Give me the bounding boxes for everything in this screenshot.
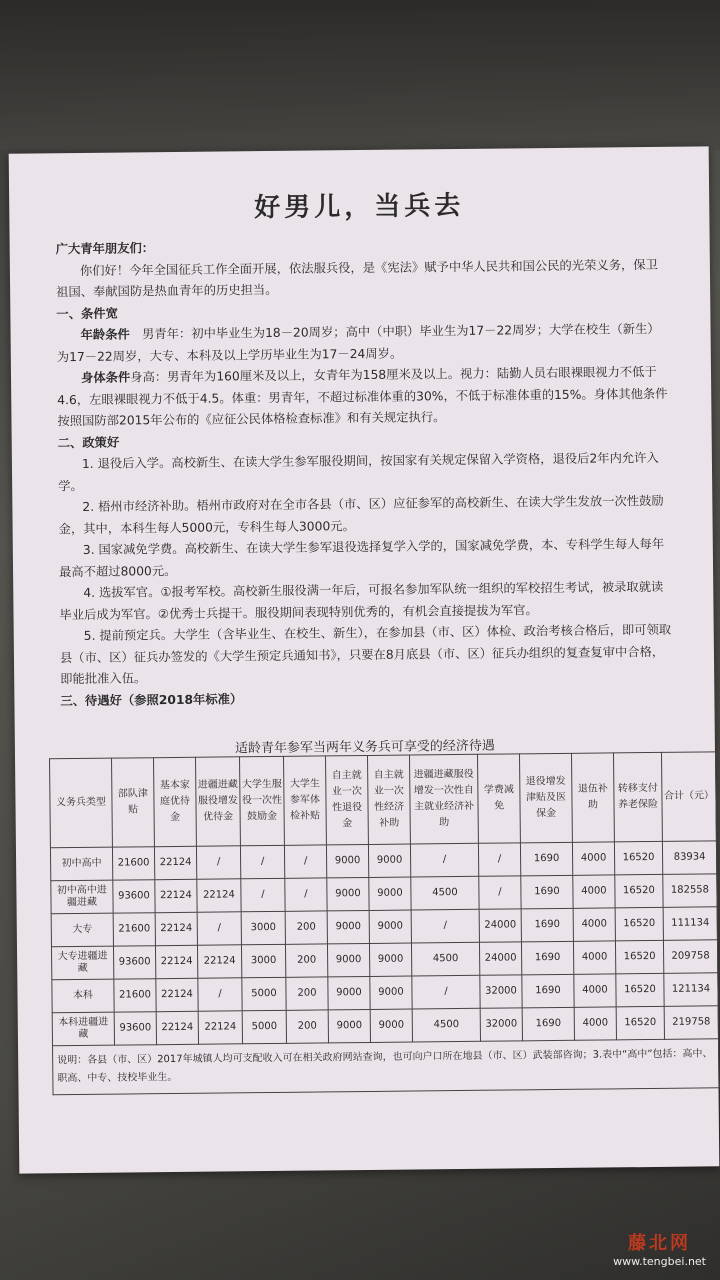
site-watermark: [613, 1229, 706, 1268]
table-cell: 22124: [155, 879, 197, 912]
salutation: 广大青年朋友们：: [55, 241, 155, 257]
column-header: 自主就业一次性退役金: [326, 755, 369, 844]
column-header: 合计（元）: [661, 752, 716, 842]
table-cell: /: [478, 843, 520, 876]
table-cell: 22124: [155, 945, 197, 978]
column-header: 进疆进藏服役增发一次性自主就业经济补助: [409, 754, 478, 844]
table-cell: /: [412, 975, 480, 1009]
policy-item: 2. 梧州市经济补助。梧州市政府对在全市各县（市、区）应征参军的高校新生、在读大学生发放一次性鼓励金，其中，本科生每人5000元，专科生每人3000元。: [58, 493, 664, 536]
table-cell: 22124: [154, 846, 196, 879]
body-condition: [57, 362, 672, 433]
age-text: 男青年：初中毕业生为18－20周岁；高中（中职）毕业生为17－22周岁；大学在校生（新生）为17－22周岁，大专、本科及以上学历毕业生为17－24周岁。: [56, 321, 660, 364]
table-cell: 200: [285, 944, 327, 977]
table-cell: 1690: [522, 1007, 574, 1041]
watermark-logo: 藤北网: [628, 1233, 692, 1254]
table-cell: /: [285, 878, 327, 911]
column-header: 转移支付养老保险: [613, 752, 662, 841]
table-cell: /: [411, 909, 479, 943]
table-cell: 5000: [242, 977, 286, 1010]
section3-heading: 三、待遇好（参照2018年标准）: [60, 691, 243, 708]
column-header: 义务兵类型: [50, 758, 113, 848]
table-cell: 9000: [369, 910, 411, 943]
table-note: 说明：各县（市、区）2017年城镇人均可支配收入可在相关政府网站查询，也可向户口所在地县（市、区）武装部咨询；3.表中“高中”包括：高中、职高、中专、技校毕业生。: [53, 1039, 719, 1095]
table-cell: 4500: [411, 942, 479, 976]
table-cell: 9000: [327, 910, 369, 943]
column-header: 进疆进藏服役增发优待金: [196, 757, 241, 846]
policy-item: 1. 退役后入学。高校新生、在读大学生参军服役期间，按国家有关规定保留入学资格，退役后2年内允许入学。: [58, 450, 659, 493]
table-cell: 16520: [616, 1006, 664, 1040]
table-cell: 9000: [370, 976, 412, 1009]
table-cell: /: [240, 845, 284, 878]
table-cell: 9000: [326, 844, 368, 877]
body-label: 身体条件: [80, 370, 131, 385]
flyer-title: 好男儿，当兵去: [254, 190, 465, 224]
table-cell: 22124: [156, 1011, 198, 1044]
table-cell: 22124: [155, 912, 197, 945]
table-cell: 22124: [197, 945, 241, 978]
table-cell: 本科进疆进藏: [52, 1012, 114, 1046]
table-cell: 93600: [113, 880, 155, 913]
table-header-row: [50, 752, 717, 848]
table-cell: /: [196, 846, 240, 879]
benefits-table: [49, 751, 719, 1095]
flyer-body: [56, 233, 675, 712]
table-cell: 83934: [662, 841, 716, 875]
table-cell: 1690: [521, 908, 573, 942]
table-cell: 24000: [479, 942, 521, 975]
table-cell: 3000: [241, 911, 285, 944]
table-cell: /: [241, 878, 285, 911]
table-cell: 9000: [328, 976, 370, 1009]
table-cell: /: [284, 845, 326, 878]
section1-heading: 一、条件宽: [56, 306, 118, 321]
table-cell: 16520: [616, 973, 664, 1007]
table-cell: 1690: [521, 875, 573, 909]
table-cell: 182558: [663, 874, 717, 908]
table-cell: 1690: [522, 974, 574, 1008]
table-cell: 9000: [327, 943, 369, 976]
table-cell: 4500: [411, 876, 479, 910]
table-cell: 9000: [370, 1009, 412, 1042]
table-cell: 4000: [573, 908, 615, 941]
table-cell: 本科: [52, 979, 114, 1013]
table-cell: 21600: [114, 979, 156, 1012]
table-cell: 初中高中进疆进藏: [51, 880, 113, 914]
policy-item: 4. 选拔军官。①报考军校。高校新生服役满一年后，可报名参加军队统一组织的军校招生考试，被录取就读毕业后成为军官。②优秀士兵提干。服役期间表现特别优秀的，有机会直接提拔为军官。: [59, 579, 664, 622]
table-cell: 16520: [615, 907, 663, 941]
column-header: 退伍补助: [571, 753, 614, 842]
column-header: 学费减免: [477, 754, 520, 843]
table-cell: 21600: [113, 913, 155, 946]
table-cell: 4000: [574, 1007, 616, 1040]
table-cell: 9000: [368, 844, 410, 877]
table-cell: 32000: [480, 1008, 522, 1041]
table-cell: 3000: [241, 944, 285, 977]
table-cell: 22124: [197, 879, 241, 912]
age-condition: [56, 319, 670, 368]
intro-paragraph: 你们好！今年全国征兵工作全面开展，依法服兵役，是《宪法》赋予中华人民共和国公民的光荣义务，保卫祖国、奉献国防是热血青年的历史担当。: [56, 257, 658, 300]
table-cell: 4000: [572, 842, 614, 875]
table-cell: 9000: [328, 1009, 370, 1042]
table-cell: 初中高中: [50, 847, 112, 881]
column-header: 大学生参军体检补贴: [284, 756, 327, 845]
table-cell: 219758: [664, 1006, 718, 1040]
column-header: 自主就业一次性经济补助: [367, 755, 410, 844]
table-cell: 22124: [156, 978, 198, 1011]
body-text: 身高：男青年为160厘米及以上，女青年为158厘米及以上。视力：陆勤人员右眼裸眼视力不低于4.6，左眼裸眼视力不低于4.5。体重：男青年，不超过标准体重的30%，不低于标准体重的15%。身体其他条件按照国防部2015年公布的《应征公民体格检查标准》和有关规定执行。: [57, 364, 668, 429]
recruitment-flyer: [9, 146, 720, 1173]
table-cell: 4000: [573, 875, 615, 908]
table-cell: 4000: [573, 941, 615, 974]
column-header: 基本家庭优待金: [154, 757, 197, 846]
table-cell: 24000: [479, 909, 521, 942]
table-cell: 大专进疆进藏: [51, 946, 113, 980]
table-cell: 4500: [412, 1008, 480, 1042]
column-header: 退役增发津贴及医保金: [519, 753, 572, 843]
table-cell: 22124: [198, 1011, 242, 1044]
table-cell: 16520: [615, 940, 663, 974]
policy-item: 3. 国家减免学费。高校新生、在读大学生参军退役选择复学入学的，国家减免学费，本、专科学生每人每年最高不超过8000元。: [58, 536, 665, 579]
table-cell: 200: [285, 911, 327, 944]
column-header: 大学生服役一次性鼓励金: [240, 756, 285, 845]
table-cell: /: [410, 843, 478, 877]
table-cell: /: [198, 978, 242, 1011]
table-cell: 111134: [663, 907, 717, 941]
age-label: 年龄条件: [80, 327, 130, 342]
policy-item: 5. 提前预定兵。大学生（含毕业生、在校生、新生），在参加县（市、区）体检、政治考核合格后，即可领取县（市、区）征兵办签发的《大学生预定兵通知书》，只要在8月底县（市、区）征兵办组织的复查复审中合格，即能批准入伍。: [59, 622, 672, 687]
table-cell: 121134: [664, 973, 718, 1007]
table-cell: /: [479, 876, 521, 909]
table-cell: 4000: [574, 974, 616, 1007]
table-cell: 大专: [51, 913, 113, 947]
table-cell: /: [197, 912, 241, 945]
table-cell: 93600: [114, 1012, 156, 1045]
watermark-url: www.tengbei.net: [613, 1255, 706, 1268]
table-cell: 93600: [113, 946, 155, 979]
table-cell: 200: [286, 977, 328, 1010]
table-cell: 209758: [663, 940, 717, 974]
column-header: 部队津贴: [112, 758, 155, 847]
table-caption: 适龄青年参军当两年义务兵可享受的经济待遇: [234, 738, 495, 757]
background-shadow: [0, 0, 720, 150]
table-cell: 5000: [242, 1010, 286, 1043]
table-cell: 32000: [480, 975, 522, 1008]
table-cell: 1690: [521, 941, 573, 975]
table-cell: 16520: [615, 874, 663, 908]
table-cell: 200: [286, 1010, 328, 1043]
table-cell: 21600: [112, 847, 154, 880]
table-cell: 16520: [614, 841, 662, 875]
section2-heading: 二、政策好: [57, 435, 120, 450]
table-cell: 9000: [369, 877, 411, 910]
table-note-row: [53, 1039, 719, 1095]
table-cell: 9000: [327, 877, 369, 910]
table-cell: 9000: [369, 943, 411, 976]
table-cell: 1690: [520, 842, 572, 876]
